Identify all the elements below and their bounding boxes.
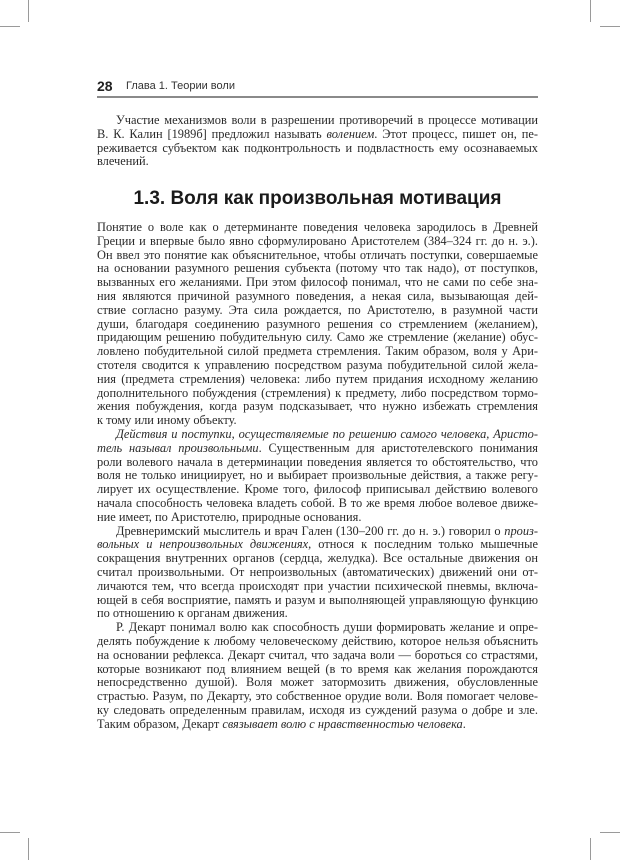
italic-text: вольных и непроизвольных движениях: [97, 537, 309, 552]
text-line: [97, 387, 538, 401]
text-line: [97, 400, 538, 414]
italic-text: Действия и поступки, осуществляемые по решению самого человека, Аристо-: [116, 426, 538, 441]
text-line: [97, 538, 538, 552]
text-segment: вызванных его желаниями. При этом философ понимал, что не сами по себе зна-: [97, 275, 538, 290]
text-segment: Понятие о воле как о детерминанте поведения человека зародилось в Древней: [97, 220, 538, 234]
crop-mark: [590, 0, 591, 22]
text-line: [97, 128, 538, 142]
paragraph: [97, 428, 538, 525]
text-line: [97, 304, 538, 318]
text-line: [97, 566, 538, 580]
text-line: [97, 331, 538, 345]
text-segment: влечений.: [97, 154, 149, 169]
text-line: [97, 345, 538, 359]
italic-text: волением: [326, 126, 375, 141]
text-line: [97, 511, 538, 525]
text-line: [97, 262, 538, 276]
crop-mark: [28, 838, 29, 860]
text-line: [97, 114, 538, 128]
text-segment: . Существенным для аристотелевского понимания: [258, 440, 538, 455]
italic-text: произ-: [504, 523, 538, 538]
text-segment: непосредственно душой). Воля может затормозить движения, обусловленные: [97, 675, 538, 690]
text-segment: Древнеримский мыслитель и врач Гален (130–200 гг. до н. э.) говорил о: [116, 523, 505, 538]
text-segment: .: [462, 716, 466, 731]
text-line: [97, 663, 538, 677]
text-segment: ния являются причиной разумного поведения, а некая сила, вызывающая дей-: [97, 288, 538, 303]
chapter-title: Глава 1. Теории воли: [126, 80, 235, 92]
text-line: [97, 221, 538, 235]
text-segment: сокращения внутренних органов (сердца, желудка). Все остальные движения он: [97, 551, 538, 566]
text-line: [97, 676, 538, 690]
text-segment: делять побуждение к любому человеческому действию, которое нельзя объяснить: [97, 633, 538, 648]
text-segment: ние имеет, по Аристотелю, природные основания.: [97, 509, 362, 524]
text-segment: жения побуждения, когда разум подсказывает, что нужно избежать стремления: [97, 399, 538, 414]
text-segment: роли волевого начала в детерминации поведения является то обстоятельство, что: [97, 454, 538, 469]
paragraph: [97, 221, 538, 428]
paragraph: [97, 621, 538, 731]
text-segment: ния (предмета стремления) человека: либо путем придания исходному желанию: [97, 371, 538, 386]
text-segment: лирует их осуществление. Кроме того, философ приписывал действию волевого: [97, 482, 538, 497]
text-line: [97, 552, 538, 566]
text-segment: ющей в себя восприятие, память и разум и выполняющей управляющую функцию: [97, 592, 538, 607]
text-segment: , относя к последним только мышечные: [308, 537, 538, 552]
text-line: [97, 483, 538, 497]
text-line: [97, 580, 538, 594]
text-line: [97, 428, 538, 442]
text-segment: . Этот процесс, пишет он, пе-: [374, 126, 538, 141]
italic-text: тель называл произвольными: [97, 440, 259, 455]
text-line: [97, 359, 538, 373]
crop-mark: [28, 0, 29, 22]
text-segment: ку следовать определенным правилам, исходя из суждений разума о добре и зле.: [97, 702, 538, 717]
text-line: [97, 318, 538, 332]
text-segment: ствие согласно разуму. Эта сила рождается, по Аристотелю, в разумной части: [97, 302, 538, 317]
text-line: [97, 155, 538, 169]
text-segment: страстью. Разум, по Декарту, это собственное орудие воли. Воля помогает челове-: [97, 689, 538, 704]
text-line: [97, 497, 538, 511]
text-segment: по отношению к органам движения.: [97, 606, 288, 621]
text-line: [97, 607, 538, 621]
text-segment: личаются тем, что всегда происходят при участии психической пневмы, включа-: [97, 578, 538, 593]
section-heading: 1.3. Воля как произвольная мотивация: [133, 188, 502, 209]
text-line: [97, 594, 538, 608]
text-line: [97, 414, 538, 428]
text-line: [97, 635, 538, 649]
text-segment: воля не только инициирует, но и выбирает произвольные действия, а также регу-: [97, 468, 538, 483]
text-segment: которые возникают под влиянием вещей (в то время как желания порождаются: [97, 661, 538, 676]
text-line: [97, 621, 538, 635]
crop-mark: [0, 832, 20, 833]
text-segment: В. К. Калин [1989б] предложил называть: [97, 126, 327, 141]
text-segment: Он ввел это понятие как объяснительное, чтобы отличать поступки, совершаемые: [97, 247, 538, 262]
text-segment: стотеля сводится к управлению посредством разума побудительной силой жела-: [97, 357, 538, 372]
page-number: 28: [97, 78, 113, 94]
text-line: [97, 142, 538, 156]
text-segment: реживается субъектом как подконтрольность и подвластность ему осознаваемых: [97, 140, 538, 155]
paragraph: [97, 114, 538, 169]
text-line: [97, 290, 538, 304]
text-line: [97, 249, 538, 263]
text-line: [97, 718, 538, 732]
text-line: [97, 704, 538, 718]
text-line: [97, 690, 538, 704]
text-line: [97, 469, 538, 483]
text-segment: Р. Декарт понимал волю как способность души формировать желание и опре-: [116, 620, 538, 635]
text-segment: Участие механизмов воли в разрешении противоречий в процессе мотивации: [116, 113, 538, 127]
text-segment: ловлено побудительной силой предмета стремления. Таким образом, воля у Ари-: [97, 344, 538, 359]
text-segment: начала способность человека владеть собой. В то же время любое волевое движе-: [97, 495, 538, 510]
crop-mark: [600, 832, 620, 833]
crop-mark: [600, 26, 620, 27]
paragraph: [97, 525, 538, 622]
text-line: [97, 235, 538, 249]
text-line: [97, 649, 538, 663]
text-line: [97, 525, 538, 539]
text-segment: считал произвольными. От непроизвольных (автоматических) движений они от-: [97, 564, 538, 579]
text-segment: придающим решению побудительную силу. Само же стремление (желание) обус-: [97, 330, 538, 345]
intro-paragraph: [97, 114, 538, 169]
crop-mark: [0, 26, 20, 27]
running-header: [97, 78, 538, 98]
italic-text: связывает волю с нравственностью человека: [222, 716, 463, 731]
text-line: [97, 442, 538, 456]
text-line: [97, 456, 538, 470]
text-segment: Таким образом, Декарт: [97, 716, 223, 731]
text-segment: Греции и впервые было явно сформулировано Аристотелем (384–324 гг. до н. э.).: [97, 233, 538, 248]
text-segment: дополнительного побуждения (стремления) к предмету, либо посредством тормо-: [97, 385, 538, 400]
body-text: [97, 221, 538, 731]
text-segment: души, благодаря соединению разумного решения со стремлением (желанием),: [97, 316, 538, 331]
text-segment: на основании рефлекса. Декарт считал, что задача воли — бороться со страстями,: [97, 647, 538, 662]
text-line: [97, 276, 538, 290]
text-segment: к тому или иному объекту.: [97, 413, 237, 428]
crop-mark: [590, 838, 591, 860]
text-line: [97, 373, 538, 387]
text-segment: на основании разумного решения субъекта (потому что так надо), от поступков,: [97, 261, 538, 276]
